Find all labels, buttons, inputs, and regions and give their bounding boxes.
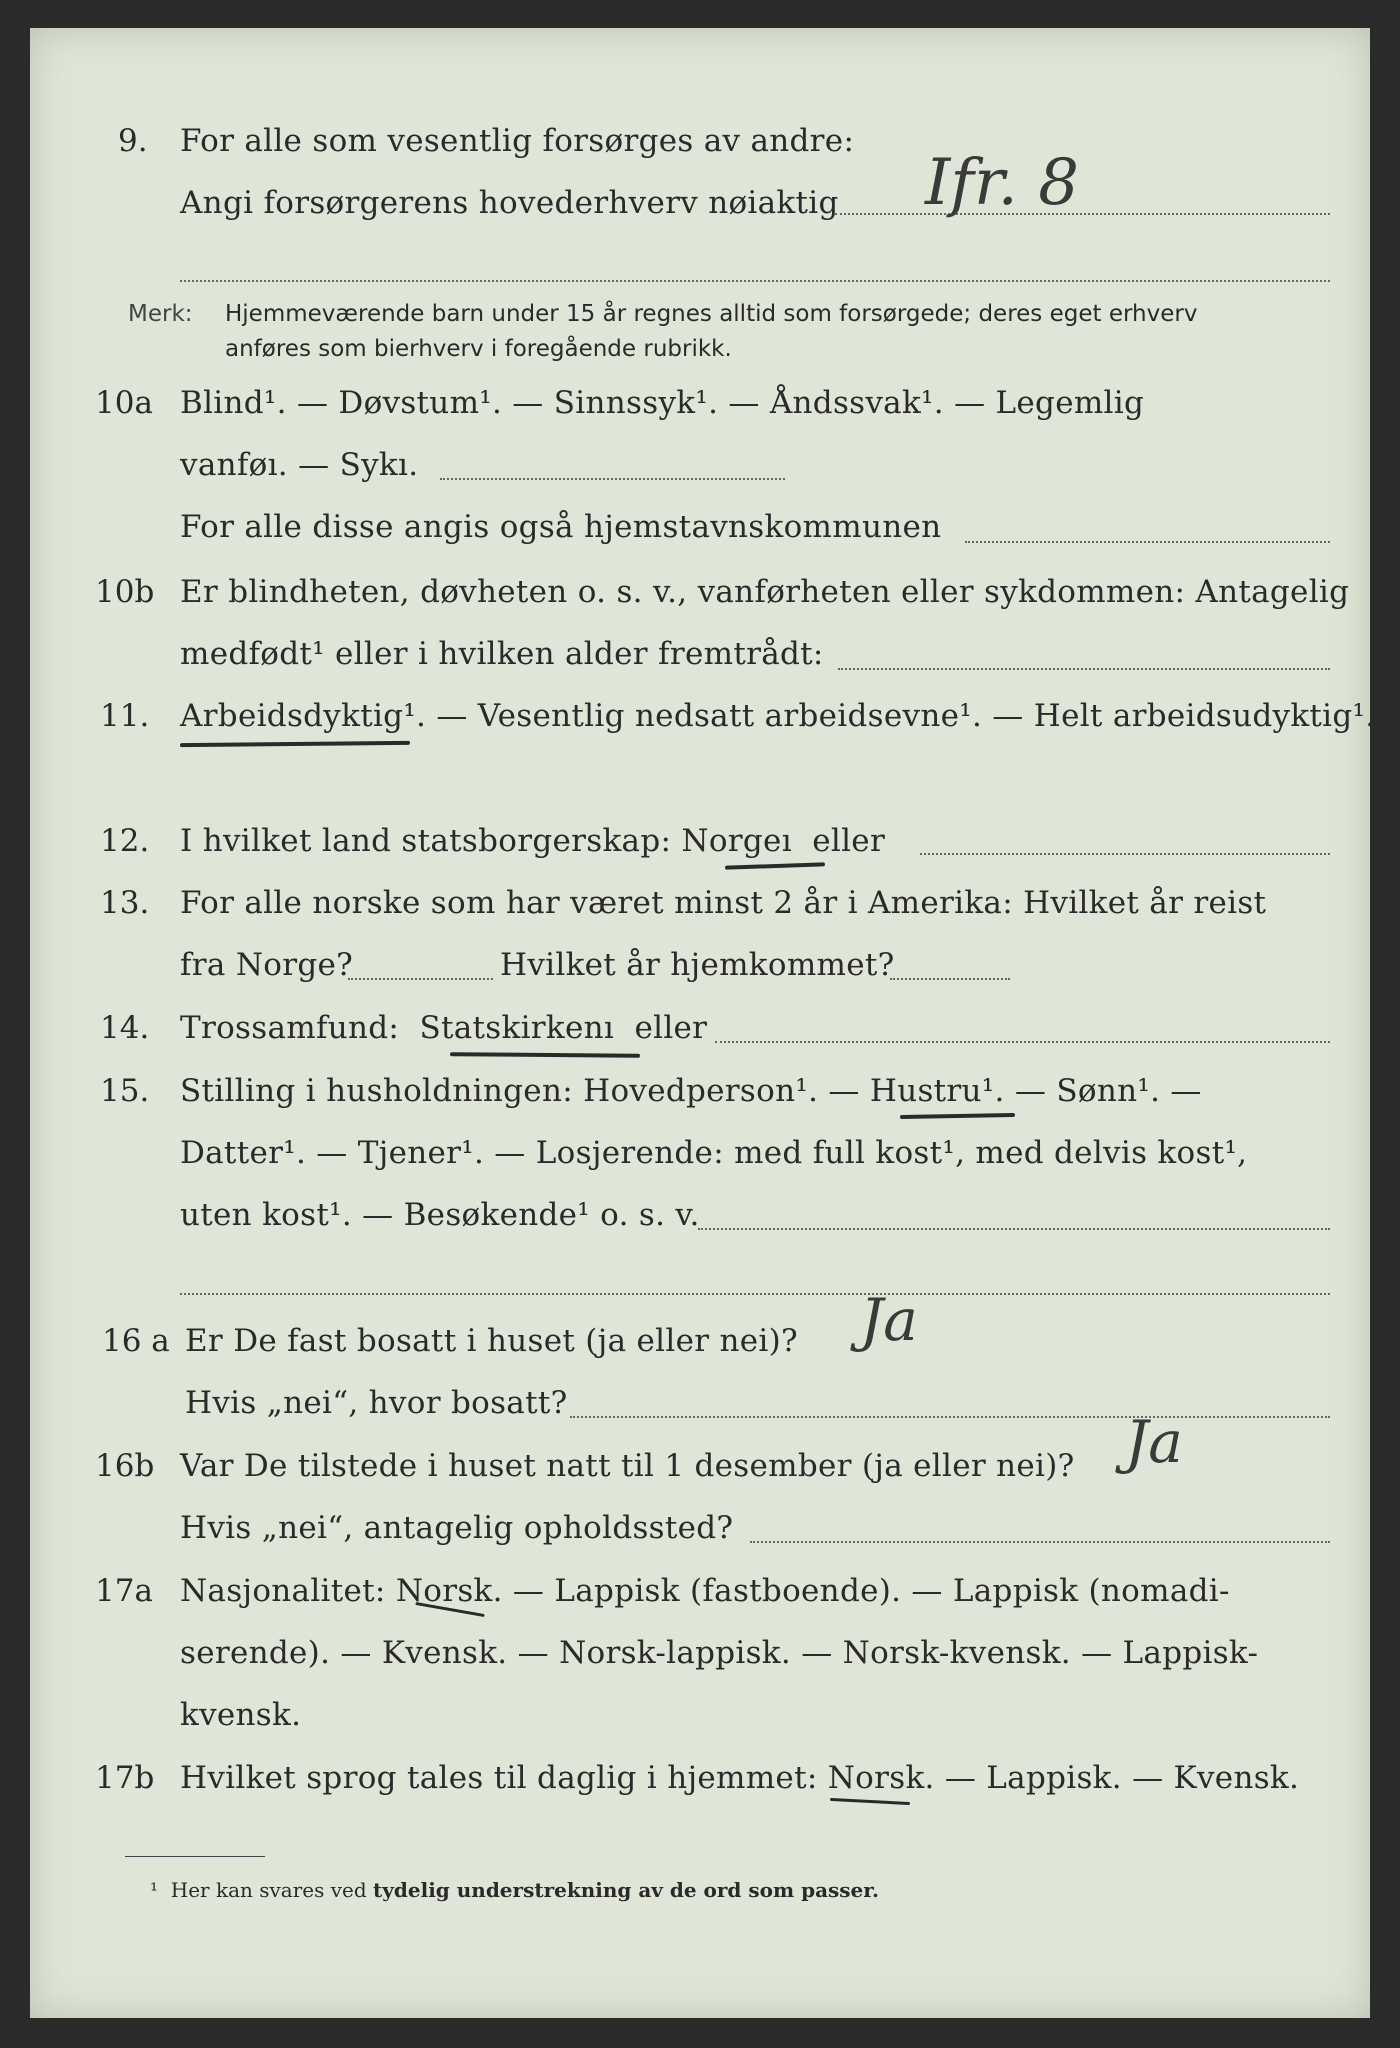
q9-answer-line-2 xyxy=(180,280,1330,282)
q13-line2b: Hvilket år hjemkommet? xyxy=(500,947,895,983)
q11-handwritten-underline xyxy=(180,741,410,747)
q16b-handwritten-answer: Ja xyxy=(1125,1408,1183,1476)
q14-number: 14. xyxy=(100,1010,150,1046)
q16b-number: 16b xyxy=(95,1448,155,1484)
q11-line xyxy=(180,698,1375,734)
q12-question: I hvilket land statsborgerskap: xyxy=(180,823,672,859)
q10a-kommune-line xyxy=(965,541,1330,543)
q17a-line3: kvensk. xyxy=(180,1697,302,1733)
q16a-answer-line xyxy=(570,1416,1330,1418)
q9-line2: Angi forsørgerens hovederhverv nøiaktig xyxy=(180,185,839,221)
merk-line1: Hjemmeværende barn under 15 år regnes alltid som forsørgede; deres eget erhverv xyxy=(225,301,1198,327)
footnote-bold-text: tydelig understrekning av de ord som passer. xyxy=(373,1878,879,1902)
q16b-line2: Hvis „nei“, antagelig opholdssted? xyxy=(180,1510,734,1546)
merk-line2: anføres som bierhverv i foregående rubrikk. xyxy=(225,336,732,362)
q15-line1 xyxy=(180,1073,1202,1109)
footnote-mark: ¹ xyxy=(150,1878,159,1902)
census-form-page xyxy=(30,28,1376,2018)
q15-handwritten-underline xyxy=(900,1113,1015,1119)
q13-line2a: fra Norge? xyxy=(180,947,354,983)
q16a-handwritten-answer: Ja xyxy=(860,1286,918,1354)
q15-number: 15. xyxy=(100,1073,150,1109)
footnote-separator xyxy=(125,1856,265,1857)
q10b-number: 10b xyxy=(95,574,155,610)
q11-number: 11. xyxy=(100,698,150,734)
q12-number: 12. xyxy=(100,823,150,859)
q14-option-statskirken: Statskirkenı xyxy=(419,1010,615,1046)
q16b-line1: Var De tilstede i huset natt til 1 desember (ja eller nei)? xyxy=(180,1448,1075,1484)
q16a-number: 16 a xyxy=(102,1323,170,1359)
q11-option-arbeidsdyktig: Arbeidsdyktig¹. xyxy=(180,698,427,734)
q14-line xyxy=(180,1010,707,1046)
footnote xyxy=(150,1878,879,1902)
q17b-handwritten-underline xyxy=(830,1798,910,1805)
q9-number: 9. xyxy=(118,123,148,159)
q16a-line2: Hvis „nei“, hvor bosatt? xyxy=(185,1385,568,1421)
q12-handwritten-underline xyxy=(725,862,825,869)
q10a-line3: For alle disse angis også hjemstavnskommunen xyxy=(180,509,942,545)
q13-number: 13. xyxy=(100,885,150,921)
q15-line1a: Stilling i husholdningen: Hovedperson¹. — xyxy=(180,1073,860,1109)
q10a-answer-line xyxy=(440,478,785,480)
q10a-line2: vanføı. — Sykı. xyxy=(180,447,419,483)
q15-answer-line xyxy=(698,1228,1330,1230)
q12-eller: eller xyxy=(812,823,886,859)
q17b-line1: Hvilket sprog tales til daglig i hjemmet: Norsk. — Lappisk. — Kvensk. xyxy=(180,1760,1300,1796)
q13-line1: For alle norske som har været minst 2 år i Amerika: Hvilket år reist xyxy=(180,885,1267,921)
q9-handwritten-answer: Ifr. 8 xyxy=(925,146,1079,220)
q17a-number: 17a xyxy=(95,1573,153,1609)
q13-reist-line xyxy=(348,978,493,980)
q10b-line2: medfødt¹ eller i hvilken alder fremtrådt: xyxy=(180,636,824,672)
q17a-line2: serende). — Kvensk. — Norsk-lappisk. — Norsk-kvensk. — Lappisk- xyxy=(180,1635,1259,1671)
q15-option-hustru: Hustru¹. xyxy=(869,1073,1005,1109)
q13-hjemkommet-line xyxy=(890,978,1010,980)
q14-eller: eller xyxy=(634,1010,708,1046)
q11-rest: — Vesentlig nedsatt arbeidsevne¹. — Helt arbeidsudyktig¹. xyxy=(426,698,1376,734)
q15-line2: Datter¹. — Tjener¹. — Losjerende: med full kost¹, med delvis kost¹, xyxy=(180,1135,1248,1171)
q14-question: Trossamfund: xyxy=(180,1010,400,1046)
q14-answer-line xyxy=(715,1041,1330,1043)
q17b-number: 17b xyxy=(95,1760,155,1796)
q12-line xyxy=(180,823,885,859)
footnote-text: Her kan svares ved xyxy=(170,1878,367,1902)
q14-handwritten-underline xyxy=(450,1052,640,1058)
q10b-answer-line xyxy=(838,668,1330,670)
q15-line1c: — Sønn¹. — xyxy=(1014,1073,1202,1109)
q16a-line1: Er De fast bosatt i huset (ja eller nei)? xyxy=(185,1323,798,1359)
q10a-number: 10a xyxy=(95,385,153,421)
q15-answer-line-2 xyxy=(180,1293,1330,1295)
q12-option-norge: Norgeı xyxy=(681,823,792,859)
merk-label: Merk: xyxy=(128,301,193,327)
q15-line3: uten kost¹. — Besøkende¹ o. s. v. xyxy=(180,1197,700,1233)
q16b-answer-line xyxy=(750,1541,1330,1543)
q10b-line1: Er blindheten, døvheten o. s. v., vanførheten eller sykdommen: Antagelig xyxy=(180,574,1350,610)
q9-answer-line xyxy=(835,213,1330,215)
q10a-line1: Blind¹. — Døvstum¹. — Sinnssyk¹. — Åndssvak¹. — Legemlig xyxy=(180,385,1145,421)
q17a-line1: Nasjonalitet: Norsk. — Lappisk (fastboende). — Lappisk (nomadi- xyxy=(180,1573,1230,1609)
q12-answer-line xyxy=(920,853,1330,855)
q9-line1: For alle som vesentlig forsørges av andre: xyxy=(180,123,855,159)
